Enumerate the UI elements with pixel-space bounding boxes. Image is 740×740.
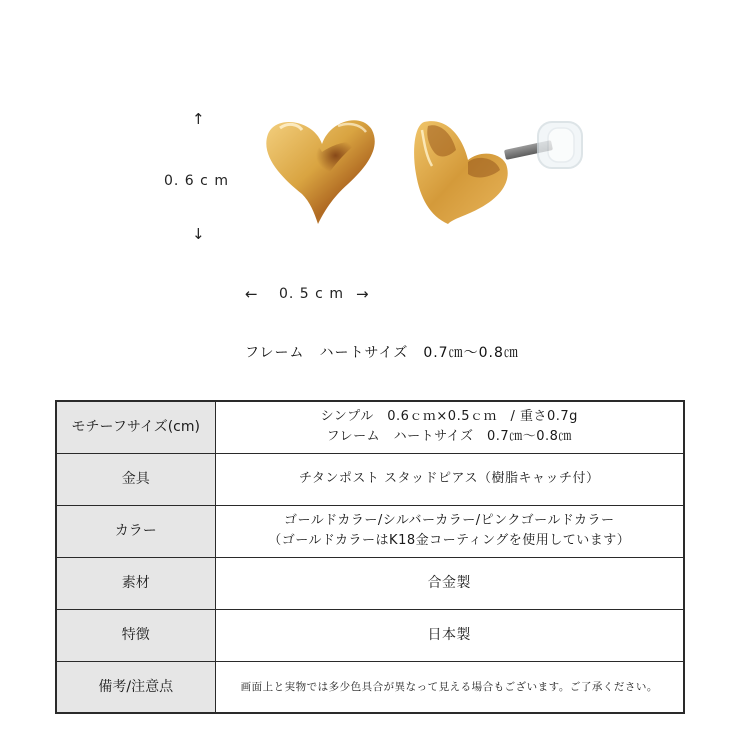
value-line: フレーム ハートサイズ 0.7㎝～0.8㎝ [326, 429, 572, 445]
up-arrow-icon: ↑ [192, 110, 205, 128]
width-dimension-label: 0. 5 c m [279, 286, 344, 302]
value-line: チタンポスト スタッドピアス（樹脂キャッチ付） [299, 471, 600, 486]
row-label-notes: 備考/注意点 [56, 661, 215, 713]
row-label-fittings: 金具 [56, 453, 215, 505]
row-value-motif-size [215, 401, 684, 453]
table-row [56, 609, 684, 661]
row-value-material [215, 557, 684, 609]
value-line: 合金製 [427, 575, 471, 591]
down-arrow-icon: ↓ [192, 225, 205, 243]
value-line: シンプル 0.6ｃｍ×0.5ｃｍ / 重さ0.7g [320, 409, 578, 425]
value-line: ゴールドカラー/シルバーカラー/ピンクゴールドカラー [284, 513, 615, 528]
table-row [56, 557, 684, 609]
heart-stud-front-image [262, 112, 382, 230]
frame-size-caption: フレーム ハートサイズ 0.7㎝～0.8㎝ [245, 345, 519, 361]
row-value-fittings [215, 453, 684, 505]
value-line: 日本製 [427, 627, 471, 643]
row-label-material: 素材 [56, 557, 215, 609]
table-row [56, 661, 684, 713]
row-label-feature: 特徴 [56, 609, 215, 661]
value-line: （ゴールドカラーはK18金コーティングを使用しています） [268, 533, 631, 548]
row-value-color [215, 505, 684, 557]
row-label-motif-size: モチーフサイズ(cm) [56, 401, 215, 453]
spec-table [55, 400, 685, 714]
table-row [56, 401, 684, 453]
table-row [56, 453, 684, 505]
row-value-notes [215, 661, 684, 713]
value-line: 画面上と実物では多少色具合が異なって見える場合もございます。ご了承ください。 [240, 680, 658, 693]
left-arrow-icon: ← [245, 285, 258, 303]
table-row [56, 505, 684, 557]
row-label-color: カラー [56, 505, 215, 557]
right-arrow-icon: → [356, 285, 369, 303]
heart-stud-side-image [410, 112, 610, 232]
height-dimension-label: 0. 6 c m [164, 173, 229, 189]
row-value-feature [215, 609, 684, 661]
